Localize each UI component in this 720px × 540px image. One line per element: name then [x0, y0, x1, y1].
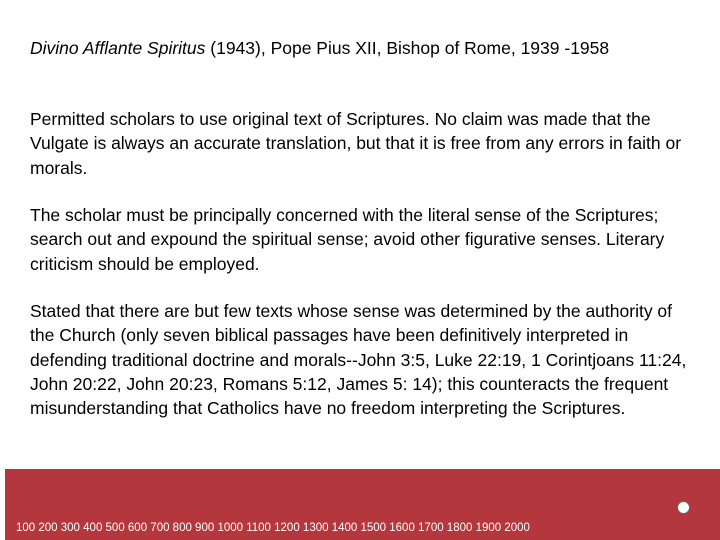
timeline-year-labels: 100 200 300 400 500 600 700 800 900 1000 1100 1200 1300 1400 1500 1600 1700 1800 1900 2000 [16, 522, 530, 534]
document-title-details: (1943), Pope Pius XII, Bishop of Rome, 1939 -1958 [205, 38, 610, 58]
timeline-bar [5, 469, 720, 540]
paragraph-church-authority: Stated that there are but few texts whose sense was determined by the authority of the Church (only seven biblical passages have been definitively interpreted in defending traditional doctrine and morals--John 3:5, Luke 22:19, 1 Corintjoans 11:24, John 20:22, John 20:23, Romans 5:12, James 5: 14); this counteracts the frequent misunderstanding that Catholics have no freedom interpreting the Scriptures. [30, 301, 687, 419]
slide-title [30, 37, 690, 60]
timeline-position-marker[interactable] [677, 501, 690, 514]
paragraph-literal-sense: The scholar must be principally concerned with the literal sense of the Scriptures; search out and expound the spiritual sense; avoid other figurative senses. Literary criticism should be employed. [30, 205, 665, 274]
paragraph-original-text: Permitted scholars to use original text of Scriptures. No claim was made that the Vulgate is always an accurate translation, but that it is free from any errors in faith or morals. [30, 109, 682, 178]
document-title-italic: Divino Afflante Spiritus [30, 38, 206, 58]
